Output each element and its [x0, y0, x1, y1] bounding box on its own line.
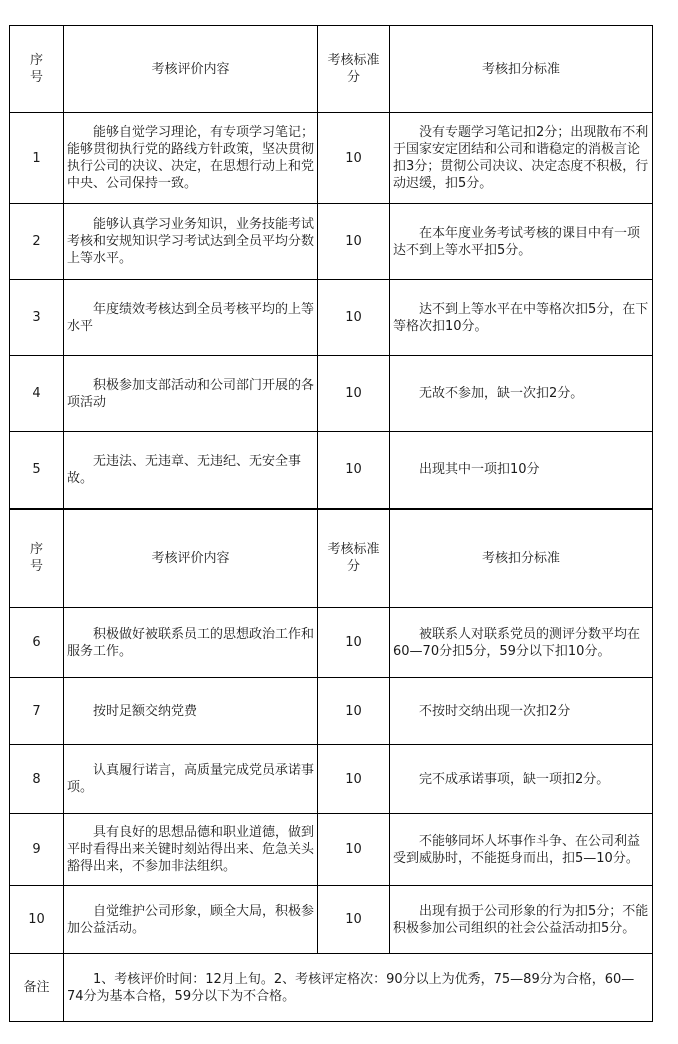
row-score: 10	[318, 280, 390, 356]
header-row	[10, 26, 653, 113]
row-content: 认真履行诺言，高质量完成党员承诺事项。	[64, 745, 318, 814]
row-deduct: 被联系人对联系党员的测评分数平均在60—70分扣5分，59分以下扣10分。	[390, 608, 653, 678]
remark-text: 1、考核评价时间：12月上旬。2、考核评定格次：90分以上为优秀，75—89分为合格，60—74分为基本合格，59分以下为不合格。	[64, 954, 653, 1022]
table-row	[10, 745, 653, 814]
row-num: 10	[10, 886, 64, 954]
table-row	[10, 356, 653, 432]
header-row-repeat	[10, 509, 653, 608]
row-deduct: 出现其中一项扣10分	[390, 432, 653, 509]
header-content: 考核评价内容	[64, 509, 318, 608]
row-score: 10	[318, 432, 390, 509]
row-score: 10	[318, 356, 390, 432]
row-score: 10	[318, 886, 390, 954]
header-deduct: 考核扣分标准	[390, 509, 653, 608]
header-deduct: 考核扣分标准	[390, 26, 653, 113]
row-num: 1	[10, 113, 64, 204]
row-content: 无违法、无违章、无违纪、无安全事故。	[64, 432, 318, 509]
row-num: 6	[10, 608, 64, 678]
row-deduct: 无故不参加，缺一次扣2分。	[390, 356, 653, 432]
row-score: 10	[318, 113, 390, 204]
row-score: 10	[318, 608, 390, 678]
header-num: 序号	[10, 26, 64, 113]
row-num: 3	[10, 280, 64, 356]
table-row	[10, 280, 653, 356]
row-content: 积极参加支部活动和公司部门开展的各项活动	[64, 356, 318, 432]
remark-row	[10, 954, 653, 1022]
table-row	[10, 113, 653, 204]
row-score: 10	[318, 678, 390, 745]
row-num: 4	[10, 356, 64, 432]
row-content: 能够自觉学习理论，有专项学习笔记；能够贯彻执行党的路线方针政策，坚决贯彻执行公司的决议、决定，在思想行动上和党中央、公司保持一致。	[64, 113, 318, 204]
row-score: 10	[318, 204, 390, 280]
table-row	[10, 432, 653, 509]
evaluation-table	[9, 25, 653, 1022]
row-content: 积极做好被联系员工的思想政治工作和服务工作。	[64, 608, 318, 678]
row-num: 8	[10, 745, 64, 814]
row-num: 5	[10, 432, 64, 509]
row-content: 能够认真学习业务知识，业务技能考试考核和安规知识学习考试达到全员平均分数上等水平。	[64, 204, 318, 280]
header-num: 序号	[10, 509, 64, 608]
header-score: 考核标准 分	[318, 26, 390, 113]
row-content: 具有良好的思想品德和职业道德，做到平时看得出来关键时刻站得出来、危急关头豁得出来，不参加非法组织。	[64, 814, 318, 886]
table-row	[10, 814, 653, 886]
row-deduct: 完不成承诺事项，缺一项扣2分。	[390, 745, 653, 814]
table-row	[10, 204, 653, 280]
row-content: 年度绩效考核达到全员考核平均的上等水平	[64, 280, 318, 356]
row-deduct: 不能够同坏人坏事作斗争、在公司利益受到威胁时，不能挺身而出，扣5—10分。	[390, 814, 653, 886]
row-deduct: 不按时交纳出现一次扣2分	[390, 678, 653, 745]
row-num: 2	[10, 204, 64, 280]
row-deduct: 没有专题学习笔记扣2分；出现散布不利于国家安定团结和公司和谐稳定的消极言论扣3分；贯彻公司决议、决定态度不积极，行动迟缓，扣5分。	[390, 113, 653, 204]
row-deduct: 达不到上等水平在中等格次扣5分，在下等格次扣10分。	[390, 280, 653, 356]
row-content: 按时足额交纳党费	[64, 678, 318, 745]
row-score: 10	[318, 745, 390, 814]
header-score: 考核标准 分	[318, 509, 390, 608]
row-num: 9	[10, 814, 64, 886]
remark-label: 备注	[10, 954, 64, 1022]
header-content: 考核评价内容	[64, 26, 318, 113]
table-row	[10, 886, 653, 954]
row-score: 10	[318, 814, 390, 886]
table-row	[10, 608, 653, 678]
table-row	[10, 678, 653, 745]
row-num: 7	[10, 678, 64, 745]
row-deduct: 出现有损于公司形象的行为扣5分；不能积极参加公司组织的社会公益活动扣5分。	[390, 886, 653, 954]
row-content: 自觉维护公司形象，顾全大局，积极参加公益活动。	[64, 886, 318, 954]
row-deduct: 在本年度业务考试考核的课目中有一项达不到上等水平扣5分。	[390, 204, 653, 280]
